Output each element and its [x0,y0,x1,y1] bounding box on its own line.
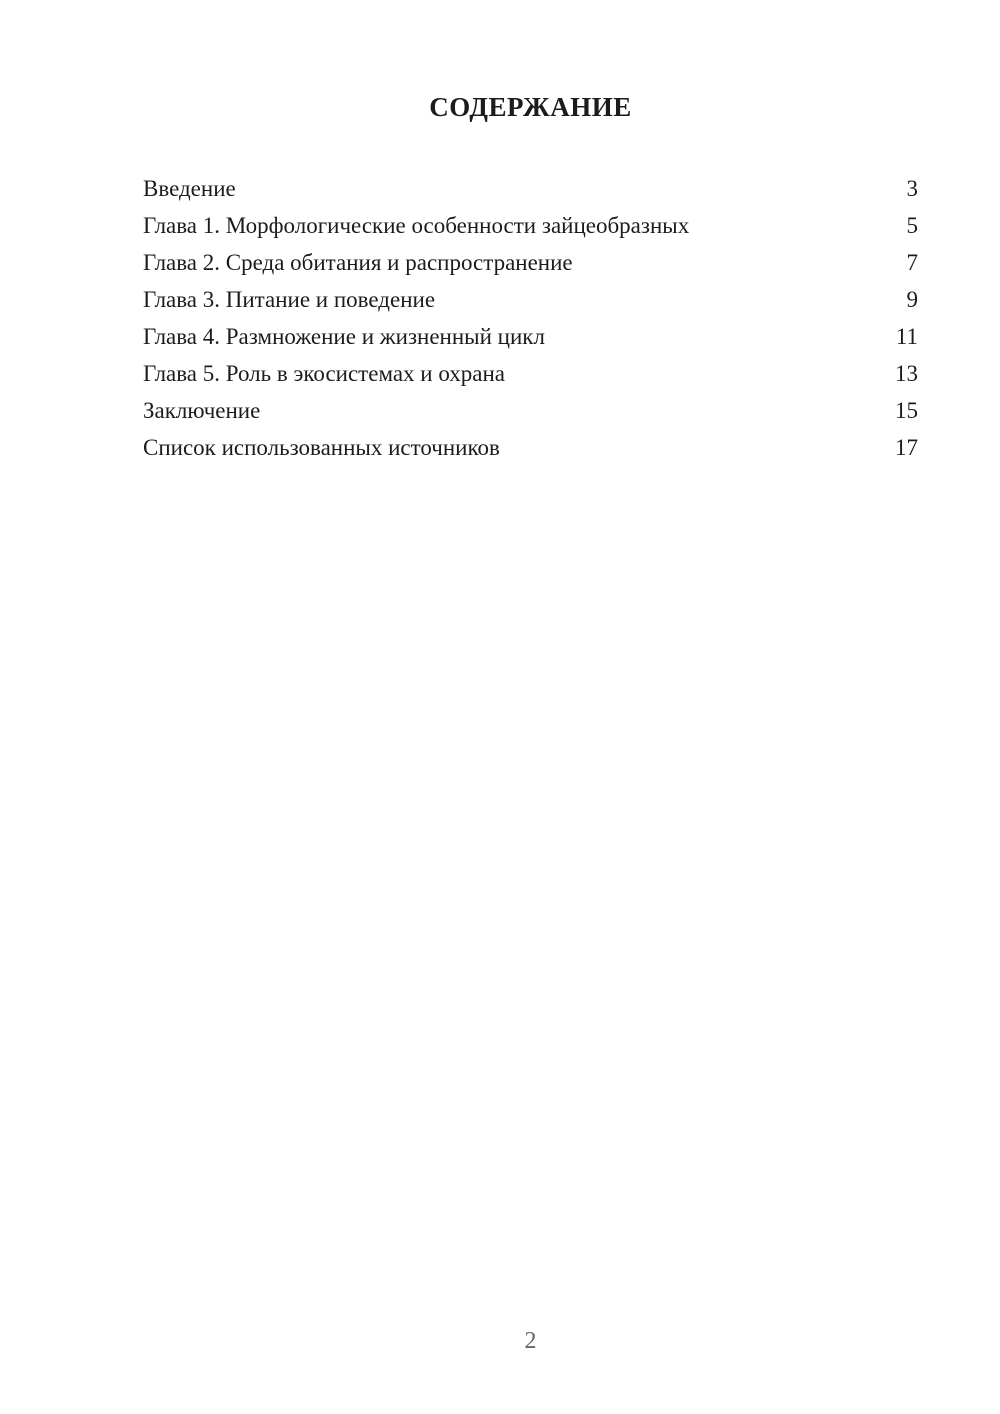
toc-entry-label: Глава 4. Размножение и жизненный цикл [143,324,545,349]
toc-entry-page-number: 7 [906,250,918,275]
toc-entry-chapter-5 [143,355,918,392]
toc-entry-introduction [143,170,918,207]
toc-entry-page-number: 15 [895,398,918,423]
toc-entry-page-number: 5 [906,213,918,238]
toc-entry-page-number: 9 [906,287,918,312]
toc-entry-chapter-2 [143,244,918,281]
toc-entry-chapter-3 [143,281,918,318]
toc-entry-chapter-1 [143,207,918,244]
page-title: СОДЕРЖАНИЕ [429,92,632,122]
toc-entry-label: Глава 1. Морфологические особенности зайцеобразных [143,213,690,238]
toc-entry-label: Введение [143,176,236,201]
toc-entry-label: Заключение [143,398,261,423]
toc-entry-label: Список использованных источников [143,435,500,460]
toc-entry-references [143,429,918,466]
toc-entry-label: Глава 3. Питание и поведение [143,287,436,312]
toc-entry-page-number: 3 [906,176,918,201]
toc-entry-page-number: 13 [895,361,918,386]
toc-entry-conclusion [143,392,918,429]
footer-page-number: 2 [524,1328,537,1354]
toc-entry-page-number: 17 [895,435,918,460]
table-of-contents [0,170,1000,466]
toc-entry-label: Глава 2. Среда обитания и распространение [143,250,573,275]
toc-entry-page-number: 11 [895,324,918,349]
toc-entry-chapter-4 [143,318,918,355]
toc-entry-label: Глава 5. Роль в экосистемах и охрана [143,361,506,386]
